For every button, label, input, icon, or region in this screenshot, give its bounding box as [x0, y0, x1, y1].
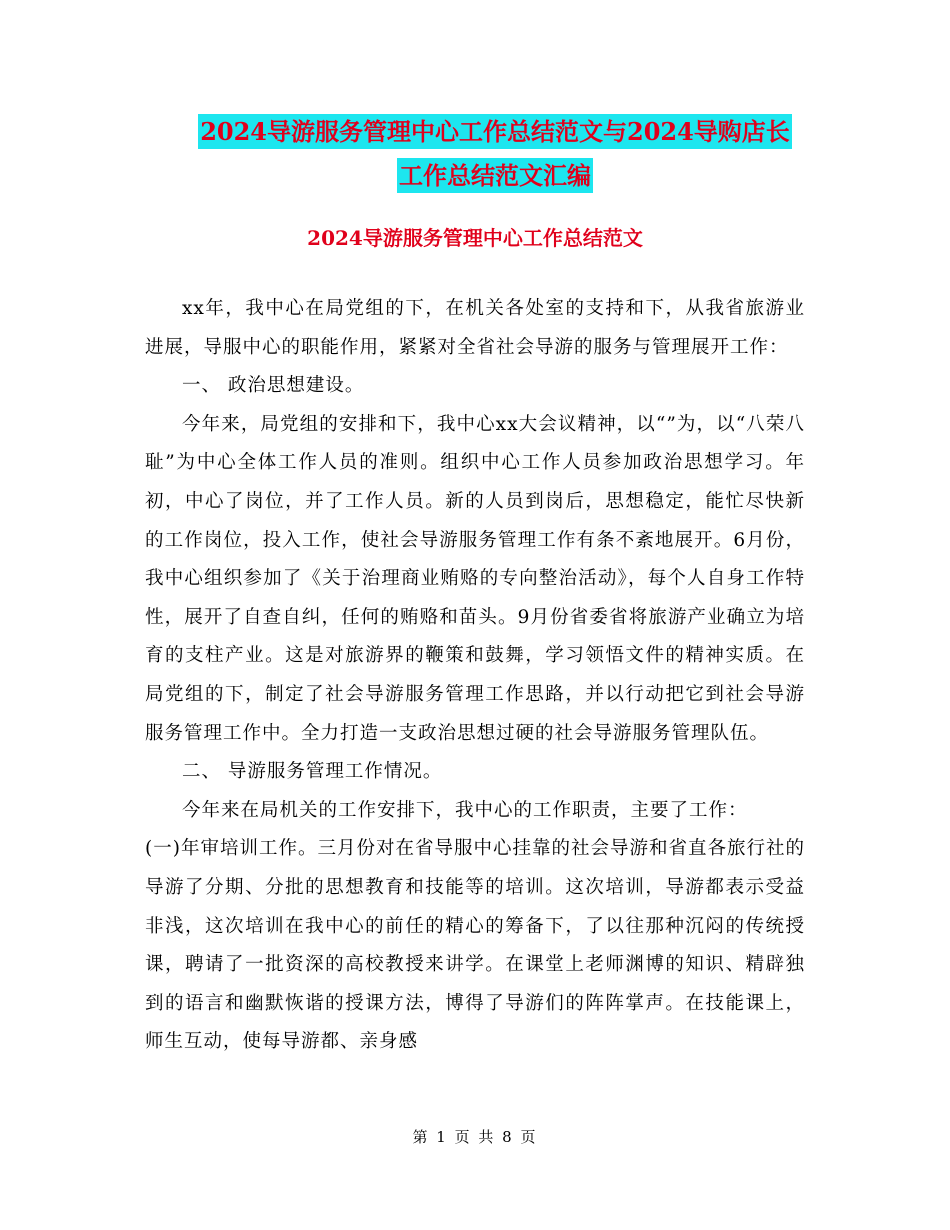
title-line-1: 2024导游服务管理中心工作总结范文与2024导购店长 — [198, 114, 792, 149]
title-line-2: 工作总结范文汇编 — [397, 158, 593, 193]
body-text — [145, 290, 805, 1062]
paragraph: xx年，我中心在局党组的下，在机关各处室的支持和下，从我省旅游业进展，导服中心的职能作用，紧紧对全省社会导游的服务与管理展开工作： — [145, 298, 805, 358]
paragraph: (一)年审培训工作。三月份对在省导服中心挂靠的社会导游和省直各旅行社的导游了分期、分批的思想教育和技能等的培训。这次培训，导游都表示受益非浅，这次培训在我中心的前任的精心的筹备下，了以往那种沉闷的传统授课，聘请了一批资深的高校教授来讲学。在课堂上老师渊博的知识、精辟独到的语言和幽默恢谐的授课方法，博得了导游们的阵阵掌声。在技能课上，师生互动，使每导游都、亲身感 — [145, 838, 805, 1053]
document-title — [120, 110, 870, 198]
page-footer: 第 1 页 共 8 页 — [412, 1128, 538, 1146]
paragraph: 今年来，局党组的安排和下，我中心xx大会议精神，以“”为，以“八荣八耻”为中心全体工作人员的准则。组织中心工作人员参加政治思想学习。年初，中心了岗位，并了工作人员。新的人员到岗后，思想稳定，能忙尽快新的工作岗位，投入工作，使社会导游服务管理工作有条不紊地展开。6月份，我中心组织参加了《关于治理商业贿赂的专向整治活动》，每个人自身工作特性，展开了自查自纠，任何的贿赂和苗头。9月份省委省将旅游产业确立为培育的支柱产业。这是对旅游界的鞭策和鼓舞，学习领悟文件的精神实质。在局党组的下，制定了社会导游服务管理工作思路，并以行动把它到社会导游服务管理工作中。全力打造一支政治思想过硬的社会导游服务管理队伍。 — [145, 413, 805, 744]
paragraph-heading: 一、 政治思想建设。 — [182, 375, 365, 397]
section-title: 2024导游服务管理中心工作总结范文 — [307, 226, 643, 250]
paragraph-heading: 二、 导游服务管理工作情况。 — [182, 761, 443, 783]
paragraph: 今年来在局机关的工作安排下，我中心的工作职责，主要了工作： — [182, 799, 748, 821]
